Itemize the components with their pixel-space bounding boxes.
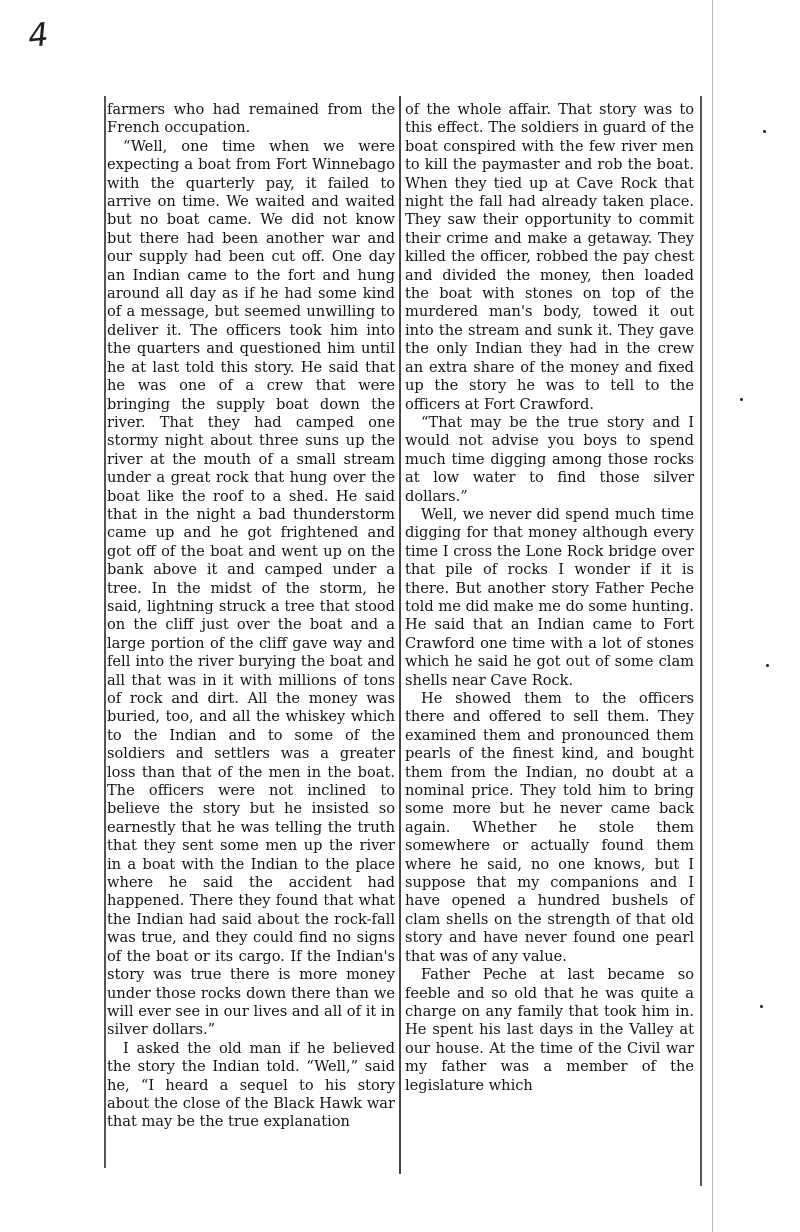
paragraph: He showed them to the officers there and offered to sell them. They examined them and pronounced them pearls of the finest kind, and bought them from the Indian, no doubt at a nominal price. They told him to bring some more but he never came back again. Whether he stole them somewhere or actually found them where he said, no one knows, but I suppose that my companions and I have opened a hundred bushels of clam shells on the strength of that old story and have never found one pearl that was of any value. <box>405 690 694 965</box>
scan-speck <box>760 1005 763 1008</box>
scan-speck <box>766 664 769 667</box>
page-edge-line <box>712 0 713 1232</box>
article-column-left <box>107 101 395 1132</box>
paragraph: I asked the old man if he believed the story the Indian told. “Well,” said he, “I heard a sequel to his story about the close of the Black Hawk war that may be the true explanation <box>107 1039 395 1131</box>
column-rule-left <box>104 96 106 1168</box>
paragraph: “That may be the true story and I would not advise you boys to spend much time digging among those rocks at low water to find those silver dollars.” <box>405 413 694 505</box>
article-column-right <box>405 101 694 1095</box>
paragraph: “Well, one time when we were expecting a boat from Fort Winnebago with the quarterly pay, it failed to arrive on time. We waited and waited but no boat came. We did not know but there had been another war and our supply had been cut off. One day an Indian came to the fort and hung around all day as if he had some kind of a message, but seemed unwilling to deliver it. The officers took him into the quarters and questioned him until he at last told this story. He said that he was one of a crew that were bringing the supply boat down the river. That they had camped one stormy night about three suns up the river at the mouth of a small stream under a great rock that hung over the boat like the roof to a shed. He said that in the night a bad thunderstorm came up and he got frightened and got off of the boat and went up on the bank above it and camped under a tree. In the midst of the storm, he said, lightning struck a tree that stood on the cliff just over the boat and a large portion of the cliff gave way and fell into the river burying the boat and all that was in it with millions of tons of rock and dirt. All the money was buried, too, and all the whiskey which to the Indian and to some of the soldiers and settlers was a greater loss than that of the men in the boat. The officers were not inclined to believe the story but he insisted so earnestly that he was telling the truth that they sent some men up the river in a boat with the Indian to the place where he said the accident had happened. There they found that what the Indian had said about the rock-fall was true, and they could find no signs of the boat or its cargo. If the Indian's story was true there is more money under those rocks down there than we will ever see in our lives and all of it in silver dollars.” <box>107 137 395 1039</box>
paragraph: Well, we never did spend much time digging for that money although every time I cross the Lone Rock bridge over that pile of rocks I wonder if it is there. But another story Father Peche told me did make me do some hunting. He said that an Indian came to Fort Crawford one time with a lot of stones which he said he got out of some clam shells near Cave Rock. <box>405 505 694 689</box>
paragraph: of the whole affair. That story was to this effect. The soldiers in guard of the boat conspired with the few river men to kill the paymaster and rob the boat. When they tied up at Cave Rock that night the fall had already taken place. They saw their opportunity to commit their crime and make a getaway. They killed the officer, robbed the pay chest and divided the money, then loaded the boat with stones on top of the murdered man's body, towed it out into the stream and sunk it. They gave the only Indian they had in the crew an extra share of the money and fixed up the story he was to tell to the officers at Fort Crawford. <box>405 101 694 413</box>
column-rule-middle <box>399 96 401 1174</box>
paragraph: Father Peche at last became so feeble and so old that he was quite a charge on any family that took him in. He spent his last days in the Valley at our house. At the time of the Civil war my father was a member of the legislature which <box>405 966 694 1094</box>
page-number: 4 <box>26 15 51 55</box>
scan-speck <box>740 398 743 401</box>
column-rule-right <box>700 96 702 1186</box>
scan-speck <box>763 130 766 133</box>
paragraph: farmers who had remained from the French occupation. <box>107 101 395 137</box>
